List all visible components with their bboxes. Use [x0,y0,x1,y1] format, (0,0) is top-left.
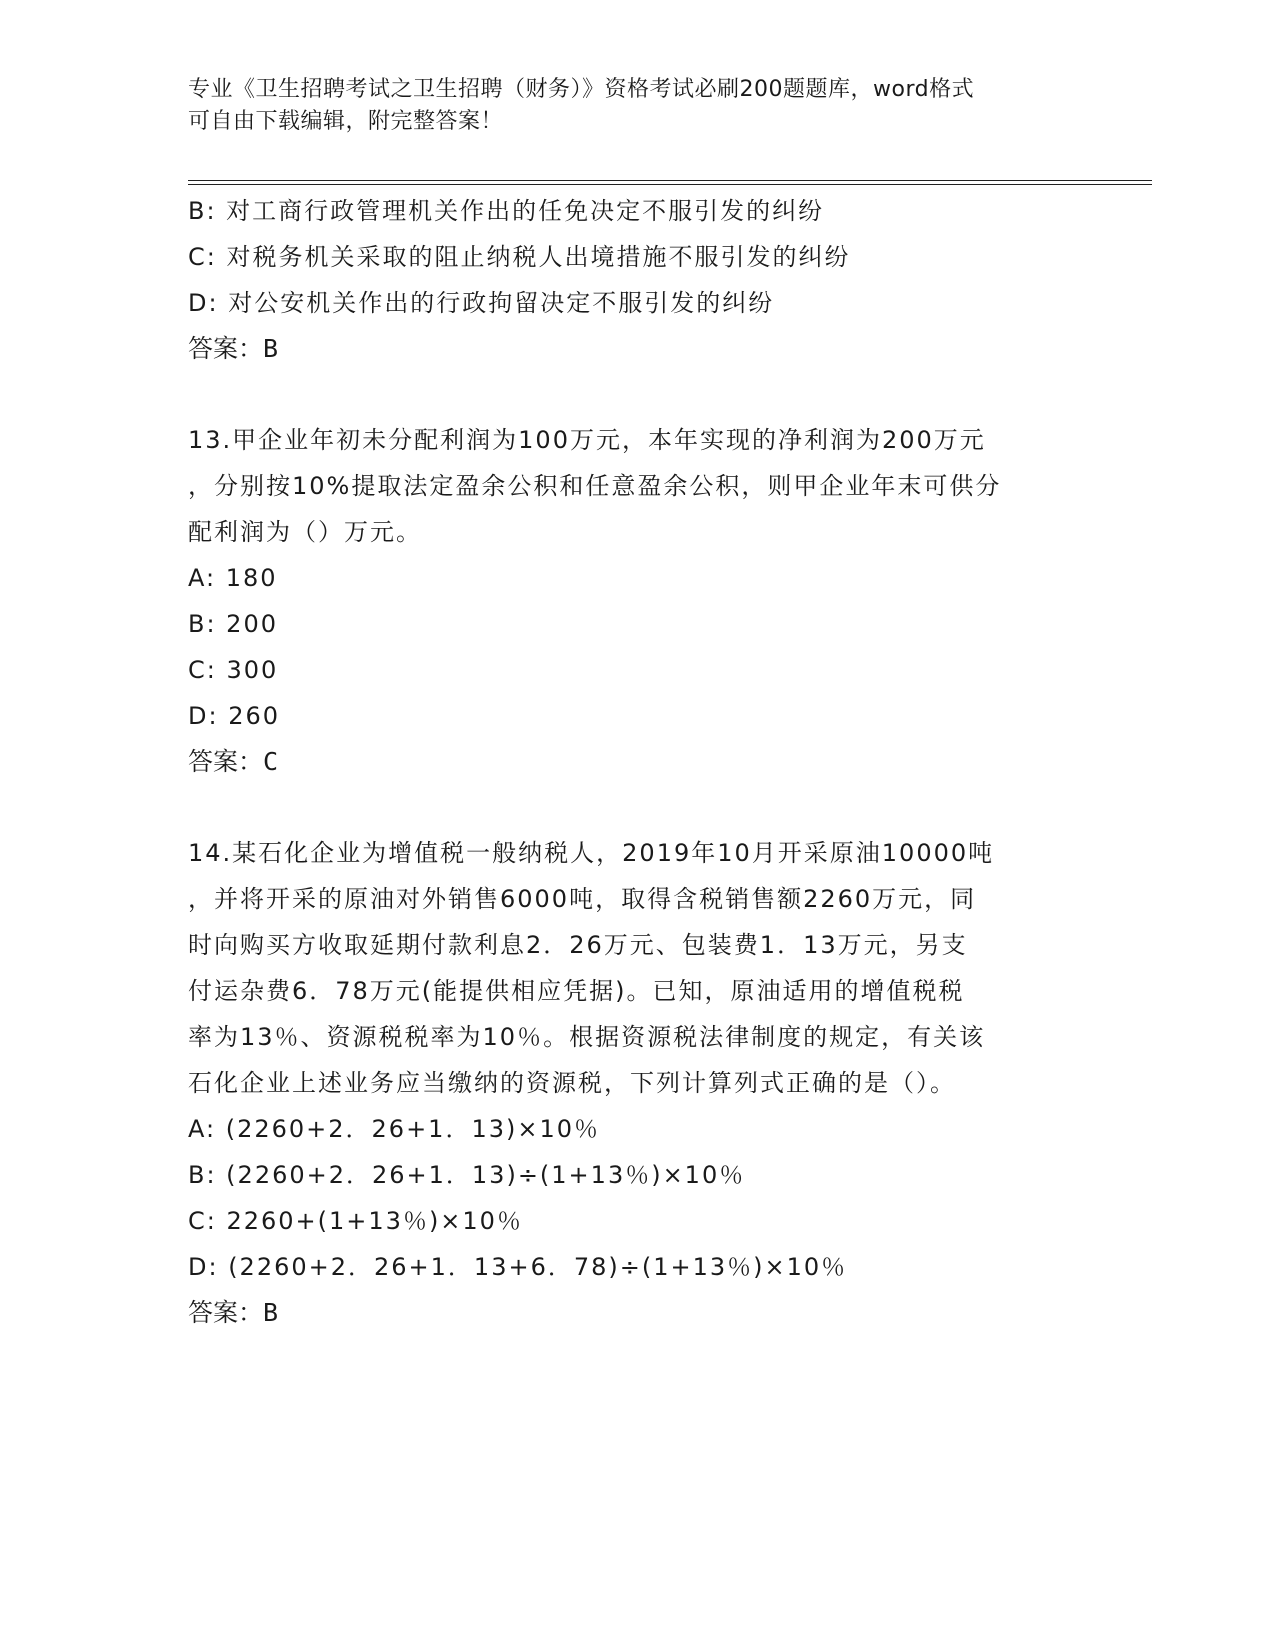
option-c: C: 对税务机关采取的阻止纳税人出境措施不服引发的纠纷 [188,243,851,271]
spacer [188,372,1088,417]
question-stem: ，并将开采的原油对外销售6000吨，取得含税销售额2260万元，同 [188,885,977,913]
question-12 [188,188,1088,372]
question-stem: 时向购买方收取延期付款利息2．26万元、包装费1．13万元，另支 [188,931,968,959]
header-line: 可自由下载编辑，附完整答案！ [188,109,504,134]
question-stem: ，分别按10%提取法定盈余公积和任意盈余公积，则甲企业年末可供分 [188,472,1002,500]
option-d: D: (2260+2．26+1．13+6．78)÷(1+13％)×10％ [188,1253,848,1281]
option-d: D: 260 [188,702,281,730]
option-c: C: 300 [188,656,279,684]
question-stem: 13.甲企业年初未分配利润为100万元，本年实现的净利润为200万元 [188,426,986,454]
question-13 [188,417,1088,785]
header-line: 专业《卫生招聘考试之卫生招聘（财务）》资格考试必刷200题题库，word格式 [188,77,975,102]
question-stem: 配利润为（）万元。 [188,518,422,546]
spacer [188,785,1088,830]
answer: 答案：B [188,334,279,363]
option-b: B: (2260+2．26+1．13)÷(1+13％)×10％ [188,1161,746,1189]
option-a: A: 180 [188,564,278,592]
question-content [188,188,1088,1336]
option-b: B: 200 [188,610,278,638]
option-c: C: 2260+(1+13％)×10％ [188,1207,523,1235]
answer: 答案：B [188,1298,279,1327]
header-divider-top [188,180,1152,181]
answer: 答案：C [188,747,279,776]
question-stem: 14.某石化企业为增值税一般纳税人，2019年10月开采原油10000吨 [188,839,995,867]
option-b: B: 对工商行政管理机关作出的任免决定不服引发的纠纷 [188,197,825,225]
question-stem: 付运杂费6．78万元(能提供相应凭据)。已知，原油适用的增值税税 [188,977,965,1005]
question-14 [188,830,1088,1336]
option-d: D: 对公安机关作出的行政拘留决定不服引发的纠纷 [188,289,775,317]
question-stem: 石化企业上述业务应当缴纳的资源税，下列计算列式正确的是（）。 [188,1069,956,1097]
question-stem: 率为13％、资源税税率为10％。根据资源税法律制度的规定，有关该 [188,1023,986,1051]
document-header [188,74,1068,138]
option-a: A: (2260+2．26+1．13)×10％ [188,1115,600,1143]
header-divider-bottom [188,184,1152,185]
